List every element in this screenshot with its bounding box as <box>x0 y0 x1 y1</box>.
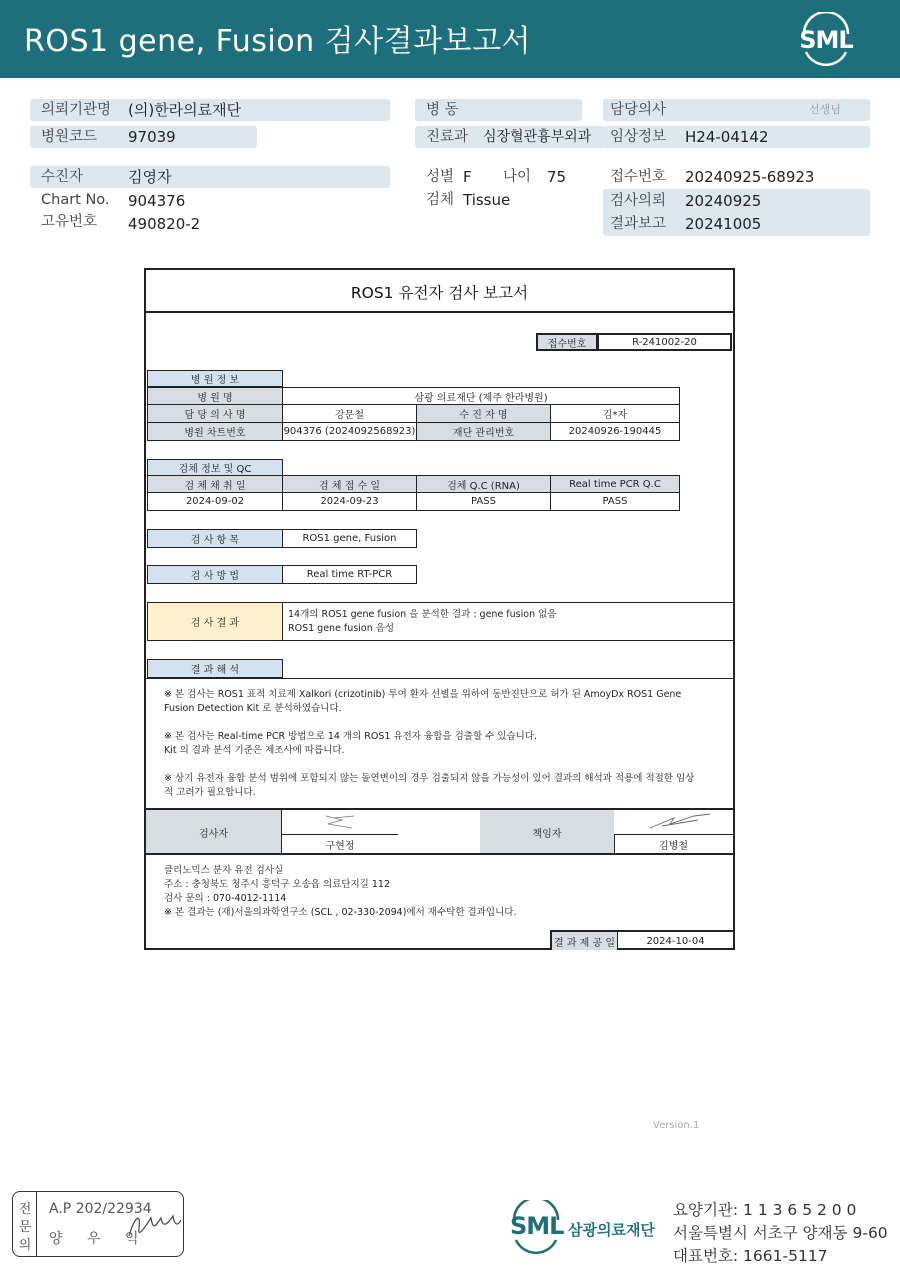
sex-label: 성별 <box>426 169 455 185</box>
doctor-value-cell: 강문철 <box>282 404 417 423</box>
footer-logo-sml: SML <box>510 1212 564 1240</box>
lab-line-2: 주소 : 충청북도 청주시 흥덕구 오송읍 의료단지길 112 <box>164 879 391 890</box>
test-method-value: Real time RT-PCR <box>282 565 417 584</box>
interpret-2a: ※ 본 검사는 Real-time PCR 방법으로 14 개의 ROS1 유전자 융합을 검출할 수 있습니다. <box>164 731 538 742</box>
lab-line-3: 검사 문의 : 070-4012-1114 <box>164 893 287 904</box>
lab-line-4: ※ 본 결과는 (재)서울의과학연구소 (SCL , 02-330-2094)에서 재수탁한 결과입니다. <box>164 907 517 918</box>
receive-value: 2024-09-23 <box>282 492 417 511</box>
result-label-cell: 검 사 결 과 <box>147 602 283 641</box>
manager-name: 김병철 <box>659 840 688 852</box>
manager-signature <box>614 810 733 835</box>
report-title: ROS1 유전자 검사 보고서 <box>350 284 529 302</box>
result-line-2: ROS1 gene fusion 음성 <box>288 623 395 634</box>
interpret-top-line <box>146 678 733 679</box>
stamp-name: 양 우 익 <box>49 1231 149 1247</box>
page-title: ROS1 gene, Fusion 검사결과보고서 <box>24 24 532 59</box>
sml-logo <box>796 12 856 68</box>
result-bottom-line <box>282 640 733 641</box>
col-collect: 검 체 채 취 일 <box>147 475 283 493</box>
mgmt-label-cell: 재단 관리번호 <box>416 422 551 441</box>
embedded-report <box>144 268 735 950</box>
interpret-3b: 적 고려가 필요합니다. <box>164 787 256 798</box>
result-date-value: 20241005 <box>685 215 762 233</box>
specimen-value: Tissue <box>463 191 511 209</box>
signature-bottom-line <box>146 853 733 855</box>
patient-label-cell: 수 진 자 명 <box>416 404 551 423</box>
collect-value: 2024-09-02 <box>147 492 283 511</box>
pathologist-signature <box>125 1206 183 1246</box>
stamp-char-1: 전 <box>18 1202 32 1217</box>
tester-name: 구현정 <box>282 834 399 854</box>
qc-pcr-value: PASS <box>550 492 680 511</box>
receipt-value: 20240925-68923 <box>685 168 815 186</box>
page-header <box>0 0 900 78</box>
age-value: 75 <box>547 168 567 186</box>
patient-label: 수진자 <box>41 169 84 185</box>
institution-value: (의)한라의료재단 <box>128 101 242 119</box>
chart-value-cell: 904376 (2024092568923) <box>282 422 417 441</box>
doctor-label-cell: 담 당 의 사 명 <box>147 404 283 423</box>
footer-logo-name: 삼광의료재단 <box>568 1221 655 1239</box>
footer-address: 서울특별시 서초구 양재동 9-60 <box>673 1224 888 1242</box>
clinical-value: H24-04142 <box>685 128 769 146</box>
tester-signature <box>282 810 399 835</box>
hospital-code-label: 병원코드 <box>41 129 98 145</box>
interpret-3a: ※ 상기 유전자 융합 분석 범위에 포함되지 않는 돌연변이의 경우 검출되지 않을 가능성이 있어 결과의 해석과 적용에 적절한 임상 <box>164 773 695 784</box>
report-receipt-value: R-241002-20 <box>597 333 732 351</box>
stamp-side <box>13 1192 37 1256</box>
report-receipt-label: 접수번호 <box>536 333 598 351</box>
lab-line-1: 클리노믹스 분자 유전 검사실 <box>164 865 284 876</box>
patient-value: 김영자 <box>128 168 172 186</box>
department-value: 심장혈관흉부외과 <box>483 129 592 145</box>
tester-signature-box <box>282 810 399 835</box>
issue-label: 결 과 제 공 일 <box>550 930 618 950</box>
mgmt-value-cell: 20240926-190445 <box>550 422 680 441</box>
issue-value: 2024-10-04 <box>617 930 733 950</box>
tester-label: 검사자 <box>146 810 282 854</box>
test-method-label: 검 사 방 법 <box>147 565 283 584</box>
ward-label: 병 동 <box>426 102 459 118</box>
footer-institution-code: 요양기관: 1 1 3 6 5 2 0 0 <box>673 1201 857 1219</box>
hospital-name-value: 삼광 의료재단 (제주 한라병원) <box>282 387 680 405</box>
result-top-line <box>282 602 733 603</box>
col-qc-pcr: Real time PCR Q.C <box>550 475 680 493</box>
chart-label: Chart No. <box>41 192 110 208</box>
age-label: 나이 <box>503 169 532 185</box>
stamp-char-3: 의 <box>18 1238 32 1253</box>
request-label: 검사의뢰 <box>610 193 667 209</box>
doctor-label: 담당의사 <box>610 102 667 118</box>
interpret-1b: Fusion Detection Kit 로 분석하였습니다. <box>164 703 342 714</box>
unique-value: 490820-2 <box>128 215 201 233</box>
chart-value: 904376 <box>128 192 186 210</box>
stamp-license: A.P 202/22934 <box>49 1201 152 1217</box>
col-qc-rna: 검체 Q.C (RNA) <box>416 475 551 493</box>
hospital-name-label: 병 원 명 <box>147 387 283 405</box>
chart-label-cell: 병원 차트번호 <box>147 422 283 441</box>
unique-label: 고유번호 <box>41 214 98 230</box>
test-item-value: ROS1 gene, Fusion <box>282 529 417 548</box>
department-label: 진료과 <box>426 129 469 145</box>
interpret-section-header: 결 과 해 석 <box>147 659 283 678</box>
footer-phone: 대표번호: 1661-5117 <box>673 1247 828 1265</box>
interpret-2b: Kit 의 결과 분석 기준은 제조사에 따릅니다. <box>164 745 345 756</box>
qc-rna-value: PASS <box>416 492 551 511</box>
hospital-code-value: 97039 <box>128 128 176 146</box>
hospital-section-header: 병 원 정 보 <box>147 370 283 387</box>
doctor-suffix: 선생님 <box>809 103 841 116</box>
footer-logo <box>508 1200 668 1256</box>
logo-text: SML <box>799 26 853 54</box>
sex-value: F <box>463 168 472 186</box>
interpret-1a: ※ 본 검사는 ROS1 표적 치료제 Xalkori (crizotinib) 투여 환자 선별을 위하여 동반진단으로 허가 된 AmoyDx ROS1 Gene <box>164 689 682 700</box>
col-receive: 검 체 접 수 일 <box>282 475 417 493</box>
test-item-label: 검 사 항 목 <box>147 529 283 548</box>
clinical-label: 임상정보 <box>610 129 667 145</box>
report-title-row <box>146 270 733 313</box>
specimen-section-header: 검체 정보 및 QC <box>147 459 283 476</box>
specimen-label: 검체 <box>426 192 455 208</box>
request-value: 20240925 <box>685 192 762 210</box>
pathologist-stamp <box>12 1191 184 1257</box>
institution-label: 의뢰기관명 <box>41 102 112 118</box>
manager-label: 책임자 <box>480 810 615 854</box>
stamp-char-2: 문 <box>18 1220 32 1235</box>
result-date-label: 결과보고 <box>610 216 667 232</box>
result-line-1: 14개의 ROS1 gene fusion 을 분석한 결과 : gene fusion 없음 <box>288 609 557 620</box>
patient-field <box>30 166 390 188</box>
version-label: Version.1 <box>653 1120 700 1131</box>
receipt-label: 접수번호 <box>610 169 667 185</box>
patient-value-cell: 김*자 <box>550 404 680 423</box>
manager-signature-box <box>614 810 733 835</box>
blank-cell <box>398 810 481 854</box>
